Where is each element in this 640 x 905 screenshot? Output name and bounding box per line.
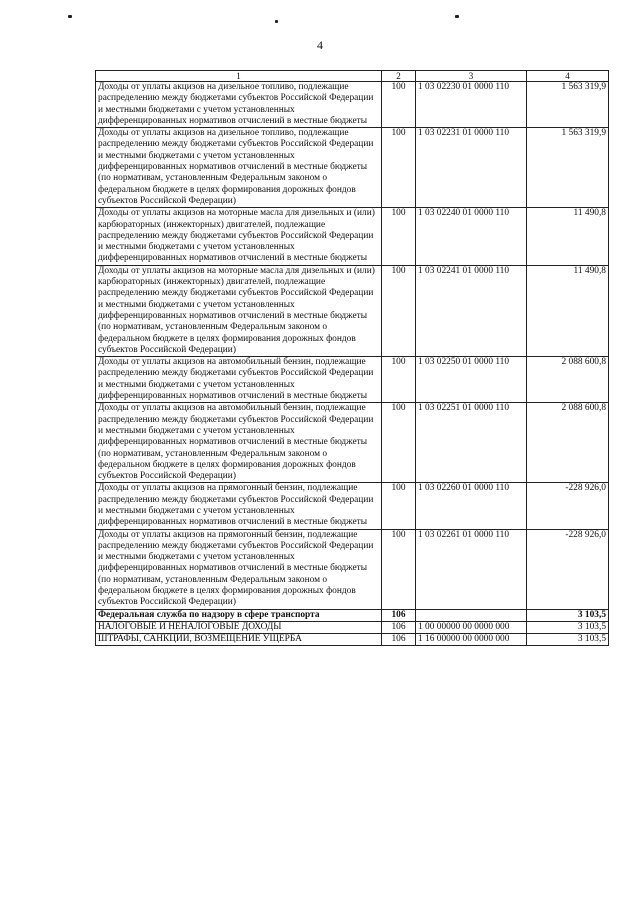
table-row [96,82,609,128]
row-sum: 3 103,5 [527,609,609,621]
row-budget-code: 1 03 02240 01 0000 110 [416,208,527,265]
row-name: НАЛОГОВЫЕ И НЕНАЛОГОВЫЕ ДОХОДЫ [96,621,382,633]
row-name: Доходы от уплаты акцизов на моторные масла для дизельных и (или) карбюраторных (инжекторных) двигателей, подлежащие распределению между бюджетами субъектов Российской Федерации и местными бюджетами с учетом установленных дифференцированных нормативов отчислений в местные бюджеты [96,208,382,265]
row-name: Доходы от уплаты акцизов на прямогонный бензин, подлежащие распределению между бюджетами субъектов Российской Федерации и местными бюджетами с учетом установленных дифференцированных нормативов отчислений в местные бюджеты (по нормативам, установленным Федеральным законом о федеральном бюджете в целях формирования дорожных фондов субъектов Российской Федерации) [96,529,382,609]
column-header: 4 [527,71,609,82]
table-row-agency [96,609,609,621]
row-name: Доходы от уплаты акцизов на автомобильный бензин, подлежащие распределению между бюджетами субъектов Российской Федерации и местными бюджетами с учетом установленных дифференцированных нормативов отчислений в местные бюджеты [96,357,382,403]
row-admin-code: 100 [382,208,416,265]
page-number: 4 [317,38,323,52]
row-budget-code: 1 00 00000 00 0000 000 [416,621,527,633]
row-sum: 11 490,8 [527,208,609,265]
row-admin-code: 100 [382,529,416,609]
row-name: Доходы от уплаты акцизов на моторные масла для дизельных и (или) карбюраторных (инжекторных) двигателей, подлежащие распределению между бюджетами субъектов Российской Федерации и местными бюджетами с учетом установленных дифференцированных нормативов отчислений в местные бюджеты (по нормативам, установленным Федеральным законом о федеральном бюджете в целях формирования дорожных фондов субъектов Российской Федерации) [96,265,382,356]
row-budget-code: 1 03 02261 01 0000 110 [416,529,527,609]
row-admin-code: 100 [382,403,416,483]
row-budget-code: 1 03 02231 01 0000 110 [416,128,527,208]
table-header-row [96,71,609,82]
row-sum: 3 103,5 [527,621,609,633]
row-budget-code: 1 16 00000 00 0000 000 [416,633,527,645]
column-header: 3 [416,71,527,82]
revenue-table [95,70,609,646]
row-budget-code: 1 03 02250 01 0000 110 [416,357,527,403]
row-name: Доходы от уплаты акцизов на дизельное топливо, подлежащие распределению между бюджетами субъектов Российской Федерации и местными бюджетами с учетом установленных дифференцированных нормативов отчислений в местные бюджеты (по нормативам, установленным Федеральным законом о федеральном бюджете в целях формирования дорожных фондов субъектов Российской Федерации) [96,128,382,208]
row-name: Доходы от уплаты акцизов на прямогонный бензин, подлежащие распределению между бюджетами субъектов Российской Федерации и местными бюджетами с учетом установленных дифференцированных нормативов отчислений в местные бюджеты [96,483,382,529]
row-budget-code: 1 03 02230 01 0000 110 [416,82,527,128]
row-sum: -228 926,0 [527,529,609,609]
row-budget-code [416,609,527,621]
table-row [96,265,609,356]
row-budget-code: 1 03 02241 01 0000 110 [416,265,527,356]
row-sum: 11 490,8 [527,265,609,356]
scan-speck [68,15,72,18]
row-admin-code: 100 [382,128,416,208]
scan-speck [455,15,459,18]
table-row [96,633,609,645]
row-sum: 3 103,5 [527,633,609,645]
row-admin-code: 100 [382,357,416,403]
row-name: Доходы от уплаты акцизов на дизельное топливо, подлежащие распределению между бюджетами субъектов Российской Федерации и местными бюджетами с учетом установленных дифференцированных нормативов отчислений в местные бюджеты [96,82,382,128]
column-header: 2 [382,71,416,82]
row-name: Федеральная служба по надзору в сфере транспорта [96,609,382,621]
table-row [96,621,609,633]
row-sum: 2 088 600,8 [527,403,609,483]
table-row [96,208,609,265]
row-admin-code: 100 [382,265,416,356]
table-row [96,403,609,483]
row-admin-code: 100 [382,82,416,128]
row-admin-code: 100 [382,483,416,529]
row-sum: 2 088 600,8 [527,357,609,403]
table-row [96,483,609,529]
table-row [96,357,609,403]
row-admin-code: 106 [382,621,416,633]
row-name: Доходы от уплаты акцизов на автомобильный бензин, подлежащие распределению между бюджетами субъектов Российской Федерации и местными бюджетами с учетом установленных дифференцированных нормативов отчислений в местные бюджеты (по нормативам, установленным Федеральным законом о федеральном бюджете в целях формирования дорожных фондов субъектов Российской Федерации) [96,403,382,483]
table-row [96,128,609,208]
row-name: ШТРАФЫ, САНКЦИИ, ВОЗМЕЩЕНИЕ УЩЕРБА [96,633,382,645]
scan-speck [275,20,278,23]
row-admin-code: 106 [382,633,416,645]
table-row [96,529,609,609]
row-admin-code: 106 [382,609,416,621]
row-budget-code: 1 03 02260 01 0000 110 [416,483,527,529]
row-budget-code: 1 03 02251 01 0000 110 [416,403,527,483]
column-header: 1 [96,71,382,82]
row-sum: -228 926,0 [527,483,609,529]
row-sum: 1 563 319,9 [527,128,609,208]
row-sum: 1 563 319,9 [527,82,609,128]
